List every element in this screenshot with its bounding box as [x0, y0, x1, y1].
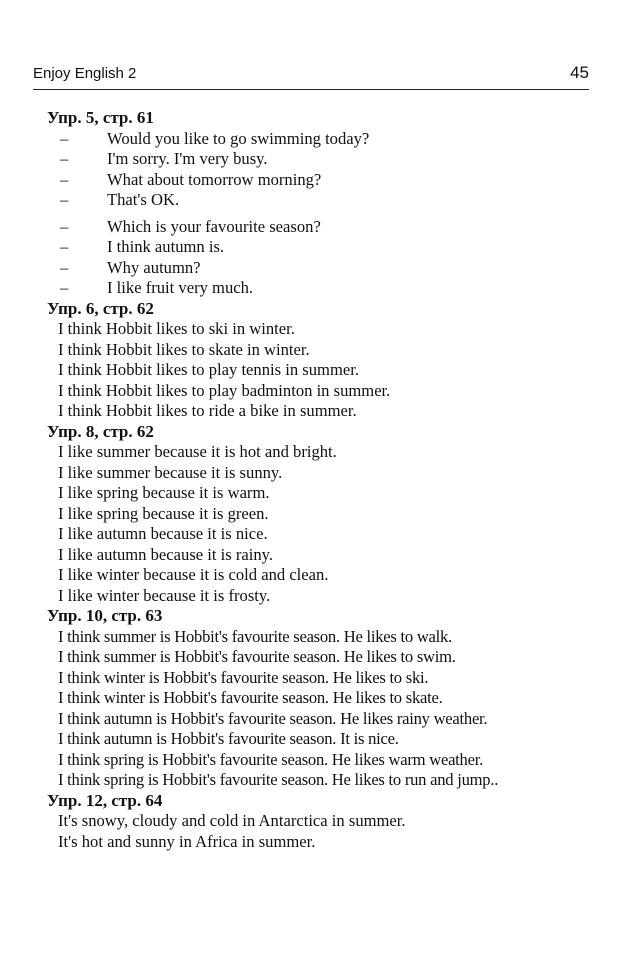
page-body — [47, 108, 607, 852]
answer-line: It's hot and sunny in Africa in summer. — [58, 831, 316, 851]
exercise-6 — [47, 299, 607, 422]
answer-line: I think winter is Hobbit's favourite season. He likes to skate. — [58, 688, 443, 707]
exercise-5 — [47, 108, 607, 299]
answer-line: I think Hobbit likes to skate in winter. — [58, 339, 310, 359]
dialog-line: – Why autumn? — [47, 258, 607, 279]
answer-line: I like winter because it is cold and clean. — [58, 565, 329, 584]
book-title: Enjoy English 2 — [33, 65, 137, 82]
answer-line: I think spring is Hobbit's favourite season. He likes warm weather. — [58, 749, 483, 769]
dialog-line: – I think autumn is. — [47, 237, 607, 258]
answer-line: I like summer because it is hot and bright. — [58, 442, 337, 461]
page-header — [33, 63, 589, 90]
answer-line: I think autumn is Hobbit's favourite season. He likes rainy weather. — [58, 708, 488, 728]
answer-line: I think Hobbit likes to ski in winter. — [58, 319, 295, 338]
answer-line: I like spring because it is warm. — [58, 483, 270, 502]
answer-line: I think autumn is Hobbit's favourite season. It is nice. — [58, 729, 399, 748]
dialog-line: – That's OK. — [47, 190, 607, 211]
exercise-10 — [47, 606, 607, 791]
answer-list — [47, 442, 607, 606]
dialog-line: – What about tomorrow morning? — [47, 170, 607, 191]
exercise-heading: Упр. 5, стр. 61 — [47, 108, 154, 127]
answer-line: I like winter because it is frosty. — [58, 585, 271, 605]
exercise-8 — [47, 422, 607, 607]
dialog-line: – I'm sorry. I'm very busy. — [47, 149, 607, 170]
answer-list — [47, 319, 607, 422]
answer-line: I think Hobbit likes to play tennis in summer. — [58, 360, 359, 379]
dialog-line: – Which is your favourite season? — [47, 217, 607, 238]
answer-line: I think Hobbit likes to play badminton in summer. — [58, 380, 391, 400]
answer-line: I think summer is Hobbit's favourite season. He likes to swim. — [58, 647, 456, 666]
answer-line: I like summer because it is sunny. — [58, 462, 283, 482]
answer-line: I like autumn because it is rainy. — [58, 544, 274, 564]
answer-line: I like spring because it is green. — [58, 503, 269, 523]
exercise-heading: Упр. 10, стр. 63 — [47, 606, 163, 625]
exercise-12 — [47, 791, 607, 853]
page-number: 45 — [570, 63, 589, 82]
answer-line: I think Hobbit likes to ride a bike in summer. — [58, 401, 357, 420]
answer-line: I think summer is Hobbit's favourite season. He likes to walk. — [58, 626, 452, 646]
answer-line: I like autumn because it is nice. — [58, 524, 268, 543]
answer-list — [47, 811, 607, 852]
exercise-heading: Упр. 6, стр. 62 — [47, 298, 154, 318]
answer-list — [47, 627, 607, 791]
answer-line: I think spring is Hobbit's favourite season. He likes to run and jump.. — [58, 770, 499, 789]
dialog-2 — [47, 217, 607, 299]
dialog-line: – Would you like to go swimming today? — [47, 129, 607, 150]
dialog-1 — [47, 129, 607, 211]
answer-line: I think winter is Hobbit's favourite season. He likes to ski. — [58, 667, 429, 687]
exercise-heading: Упр. 8, стр. 62 — [47, 421, 154, 441]
answer-line: It's snowy, cloudy and cold in Antarctica in summer. — [58, 811, 406, 830]
exercise-heading: Упр. 12, стр. 64 — [47, 790, 163, 810]
dialog-line: – I like fruit very much. — [47, 278, 607, 299]
